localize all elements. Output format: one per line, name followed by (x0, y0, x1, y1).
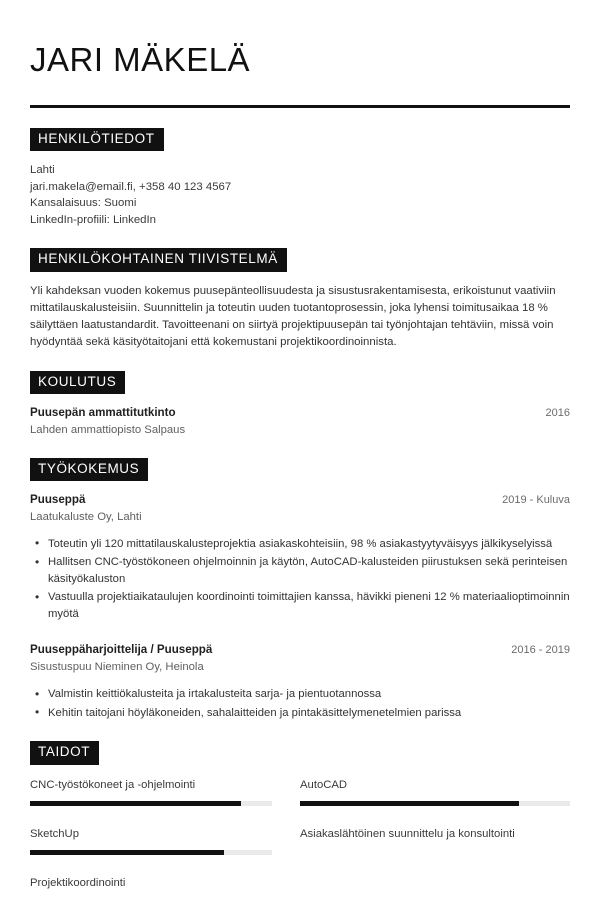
skill-item (30, 875, 272, 899)
section-summary (30, 248, 570, 350)
summary-body (30, 283, 570, 351)
entry-organization: Sisustuspuu Nieminen Oy, Heinola (30, 661, 204, 674)
experience-body (30, 492, 570, 722)
section-personal-details (30, 128, 570, 228)
personal-details-body (30, 162, 570, 228)
section-heading-education: KOULUTUS (30, 371, 125, 394)
header-divider (30, 105, 570, 108)
section-heading-experience: TYÖKOKEMUS (30, 458, 148, 481)
section-heading-summary: HENKILÖKOHTAINEN TIIVISTELMÄ (30, 248, 287, 271)
entry-date: 2019 - Kuluva (502, 493, 570, 506)
skill-label: CNC-työstökoneet ja -ohjelmointi (30, 778, 196, 791)
skill-label: SketchUp (30, 827, 79, 840)
skill-item (30, 826, 272, 855)
section-skills (30, 741, 570, 918)
entry-organization: Lahden ammattiopisto Salpaus (30, 423, 186, 436)
entry-title: Puuseppä (30, 492, 86, 506)
entry-date: 2016 - 2019 (511, 644, 570, 657)
experience-entry (30, 642, 570, 721)
list-item: • Toteutin yli 120 mittatilauskalusteprojektia asiakaskohteisiin, 98 % asiakastyytyväisyys jälkikyselyissä (30, 536, 570, 553)
entry-title: Puusepän ammattitutkinto (30, 405, 176, 419)
contact-line: LinkedIn-profiili: LinkedIn (30, 213, 157, 226)
list-item: • Valmistin keittiökalusteita ja irtakalusteita sarja- ja pientuotannossa (30, 686, 570, 703)
section-heading-skills: TAIDOT (30, 741, 99, 764)
skill-item (30, 777, 272, 806)
skill-level-fill (30, 801, 241, 806)
skill-level-track (30, 850, 272, 855)
section-education (30, 371, 570, 438)
entry-organization: Laatukaluste Oy, Lahti (30, 510, 142, 523)
skill-label: Projektikoordinointi (30, 876, 126, 889)
skill-item (300, 826, 570, 855)
summary-text: Yli kahdeksan vuoden kokemus puusepänteollisuudesta ja sisustusrakentamisesta, erikoistunut vaativiin mittatilauskalusteisiin. Suunnittelin ja toteutin uuden tuotantoprosessin, joka lyhensi toimitusaikaa 18 % säilyttäen laatustandardit. Tavoitteenani on siirtyä projektipuusepän tai työnjohtajan tehtäviin, missä voin hyödyntää sekä käsityötaitojani että kokemustani projektikoordinoinnista. (30, 284, 556, 348)
education-body (30, 405, 570, 438)
section-experience (30, 458, 570, 722)
contact-line: Lahti (30, 164, 55, 177)
entry-header (30, 492, 570, 508)
education-entry (30, 405, 570, 438)
entry-bullet-list (30, 536, 570, 623)
entry-title: Puuseppäharjoittelija / Puuseppä (30, 643, 213, 657)
contact-line: jari.makela@email.fi, +358 40 123 4567 (30, 180, 232, 193)
skill-level-fill (30, 850, 224, 855)
entry-header (30, 405, 570, 421)
skill-level-track (300, 801, 570, 806)
experience-entry (30, 492, 570, 623)
contact-line: Kansalaisuus: Suomi (30, 197, 137, 210)
page-title: JARI MÄKELÄ (30, 41, 251, 78)
skill-label: Asiakaslähtöinen suunnittelu ja konsultointi (300, 827, 515, 840)
entry-header (30, 642, 570, 658)
entry-date: 2016 (545, 406, 570, 419)
skill-level-track (30, 801, 272, 806)
skill-label: AutoCAD (300, 778, 348, 791)
skill-item (300, 777, 570, 806)
entry-bullet-list (30, 686, 570, 721)
list-item: • Vastuulla projektiaikataulujen koordinointi toimittajien kanssa, hävikki pieneni 12 % materiaalioptimoinnin myötä (30, 589, 570, 622)
skill-level-fill (300, 801, 519, 806)
list-item: • Kehitin taitojani höyläkoneiden, sahalaitteiden ja pintakäsittelymenetelmien parissa (30, 705, 570, 722)
list-item: • Hallitsen CNC-työstökoneen ohjelmoinnin ja käytön, AutoCAD-kalusteiden piirustuksen sekä perinteisen käsityökaluston (30, 554, 570, 587)
section-heading-personal-details: HENKILÖTIEDOT (30, 128, 164, 151)
